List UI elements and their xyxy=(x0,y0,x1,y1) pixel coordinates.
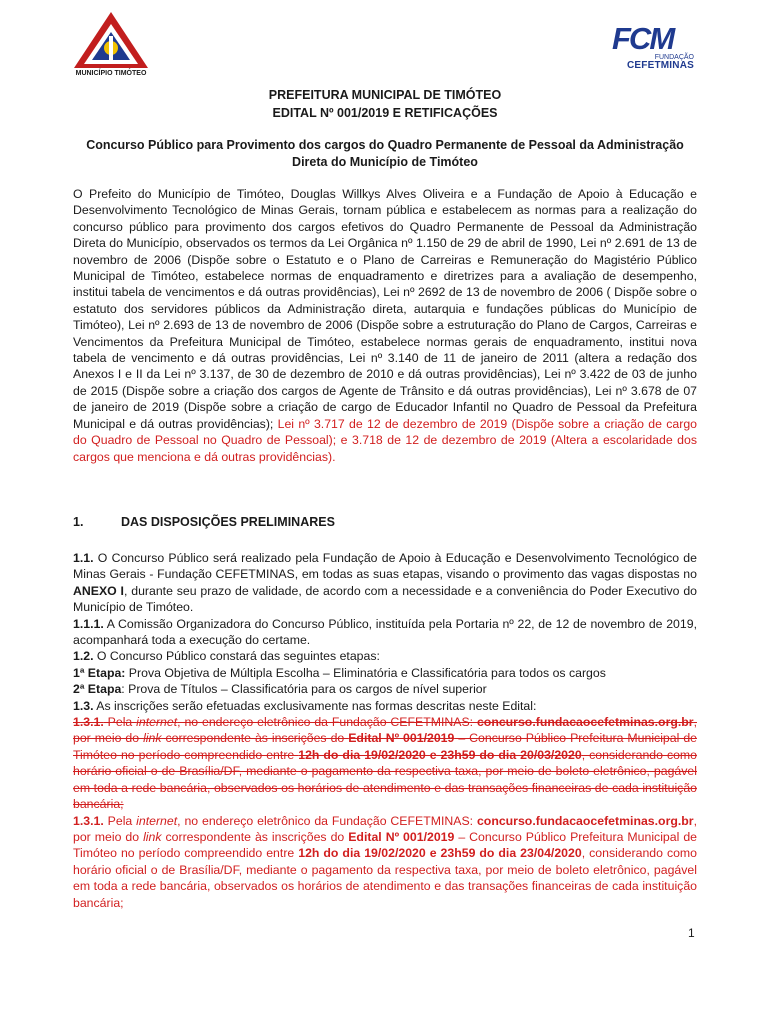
item-text: – Concurso Público Prefeitura Municipal de Timóteo no período compreendido entre xyxy=(73,731,698,762)
etapa-2 xyxy=(73,681,697,697)
paragraph-1-1 xyxy=(73,550,697,616)
paragraph-1-3-1-struck xyxy=(73,714,697,812)
document-title: PREFEITURA MUNICIPAL DE TIMÓTEO xyxy=(268,88,502,102)
intro-paragraph xyxy=(73,186,697,465)
section-title: DAS DISPOSIÇÕES PRELIMINARES xyxy=(121,515,335,529)
item-bold: Edital Nº 001/2019 xyxy=(348,829,455,844)
item-italic: internet xyxy=(136,715,178,730)
fundacao-line1: FUNDAÇÃO xyxy=(654,54,694,61)
item-text: As inscrições serão efetuadas exclusivamente nas formas descritas neste Edital: xyxy=(93,698,537,713)
paragraph-1-1-1 xyxy=(73,616,697,649)
etapa-text: : Prova de Títulos – Classificatória para os cargos de nível superior xyxy=(121,682,487,697)
etapa-label: 1ª Etapa: xyxy=(73,665,126,680)
item-text: Pela xyxy=(103,813,137,828)
item-text: A Comissão Organizadora do Concurso Público, instituída pela Portaria nº 22, de 12 de novembro de 2019, acompanhará toda a execução do certame. xyxy=(73,616,697,648)
paragraph-1-2 xyxy=(73,648,697,664)
paragraph-1-3 xyxy=(73,698,697,714)
paragraph-1-3-1-new xyxy=(73,813,697,911)
item-text: correspondente às inscrições do xyxy=(161,829,349,844)
item-text: – Concurso Público Prefeitura Municipal de Timóteo no período compreendido entre xyxy=(73,829,698,861)
fundacao-label xyxy=(627,54,694,71)
item-number: 1.3.1. xyxy=(73,813,104,828)
item-text: , considerando como horário oficial o de Brasília/DF, mediante o pagamento da respectiva taxa, por meio de boleto eletrônico, pagável em toda a rede bancária, observados os horários de atendimento e das transações financeiras de cada instituição bancária; xyxy=(73,747,698,812)
logo-caption: MUNICÍPIO TIMÓTEO xyxy=(75,70,147,77)
item-text: , considerando como horário oficial o de Brasília/DF, mediante o pagamento da respectiva taxa, por meio de boleto eletrônico, pagável em toda a rede bancária, observados os horários de atendimento e das transações financeiras de cada instituição bancária; xyxy=(73,846,698,910)
item-bold: Edital Nº 001/2019 xyxy=(348,731,455,746)
item-text: , no endereço eletrônico da Fundação CEFETMINAS: xyxy=(177,813,477,828)
item-number: 1.2. xyxy=(73,649,94,664)
item-text: , durante seu prazo de validade, de acordo com a necessidade e a conveniência do Poder Executivo do Município de Timóteo. xyxy=(73,583,697,615)
section-number: 1. xyxy=(73,515,84,529)
edital-title: EDITAL Nº 001/2019 E RETIFICAÇÕES xyxy=(272,106,498,120)
item-italic: link xyxy=(143,731,162,746)
item-number: 1.3.1. xyxy=(73,715,104,730)
etapa-text: Prova Objetiva de Múltipla Escolha – Eliminatória e Classificatória para todos os cargos xyxy=(125,665,606,680)
section-heading xyxy=(73,515,697,529)
item-bold: ANEXO I xyxy=(73,583,124,598)
coat-of-arms-icon xyxy=(68,10,154,72)
item-number: 1.3. xyxy=(73,698,94,713)
municipio-timoteo-logo xyxy=(68,10,154,80)
item-italic: internet xyxy=(136,813,178,828)
section-body xyxy=(73,550,697,911)
intro-red-text: Lei nº 3.717 de 12 de dezembro de 2019 (Dispõe sobre a criação de cargo do Quadro de Pessoal no Quadro de Pessoal); e 3.718 de 12 de dezembro de 2019 (Altera a escolaridade dos cargos que menciona e dá outras providências). xyxy=(73,416,697,464)
item-number: 1.1.1. xyxy=(73,616,104,631)
item-text: , no endereço eletrônico da Fundação CEFETMINAS: xyxy=(177,715,477,730)
fundacao-line2: CEFETMINAS xyxy=(627,60,694,71)
item-text: correspondente às inscrições do xyxy=(161,731,349,746)
page-number: 1 xyxy=(688,926,695,940)
document-subtitle xyxy=(60,137,710,171)
subtitle-line2: Direta do Município de Timóteo xyxy=(292,155,478,169)
subtitle-line1: Concurso Público para Provimento dos cargos do Quadro Permanente de Pessoal da Administração xyxy=(86,138,684,152)
item-number: 1.1. xyxy=(73,551,94,565)
item-bold: 12h do dia 19/02/2020 e 23h59 do dia 23/04/2020 xyxy=(298,846,582,861)
website-link: concurso.fundacaocefetminas.org.br xyxy=(476,813,694,828)
item-text: , por meio do xyxy=(73,813,697,844)
website-link: concurso.fundacaocefetminas.org.br xyxy=(476,715,694,730)
item-text: O Concurso Público constará das seguintes etapas: xyxy=(93,649,380,664)
fcm-brand: FCM xyxy=(612,21,674,56)
etapa-1 xyxy=(73,665,697,681)
intro-text: O Prefeito do Município de Timóteo, Douglas Willkys Alves Oliveira e a Fundação de Apoio à Educação e Desenvolvimento Tecnológico de Minas Gerais, tornam pública e estabelecem as normas para a realização do concurso público para provimento dos cargos efetivos do Quadro Permanente de Pessoal da Administração Direta do Município, observados os termos da Lei Orgânica nº 1.150 de 29 de abril de 1990, Lei nº 2.691 de 13 de novembro de 2006 (Dispõe sobre o Estatuto e o Plano de Carreiras e Remuneração do Magistério Público Municipal de Timóteo, estabelece normas de enquadramento e diretrizes para a avaliação de desempenho, institui tabela de vencimentos e dá outras providências), Lei nº 2692 de 13 de novembro de 2006 ( Dispõe sobre o estatuto dos servidores públicos da Administração direta, autarquia e fundações públicas do Município de Timóteo), Lei nº 2.693 de 13 de novembro de 2006 (Dispõe sobre a estruturação do Plano de Cargos, Carreiras e Vencimentos da Prefeitura Municipal de Timóteo, estabelece normas gerais de enquadramento, institui nova tabela de vencimento e dá outras providências, Lei nº 3.140 de 11 de janeiro de 2011 (altera a redação dos Anexos I e II da Lei nº 3.137, de 30 de dezembro de 2010 e dá outras providências), Lei nº 3.422 de 03 de junho de 2015 (Dispõe sobre a criação dos cargos de Agente de Trânsito e dá outras providências), Lei nº 3.678 de 07 de janeiro de 2019 (Dispõe sobre a criação de cargo de Educador Infantil no Quadro de Pessoal da Prefeitura Municipal e dá outras providências); xyxy=(73,187,697,431)
fcm-logo xyxy=(612,21,694,76)
item-bold: 12h do dia 19/02/2020 e 23h59 do dia 20/03/2020 xyxy=(298,747,582,762)
item-italic: link xyxy=(143,829,162,844)
item-text: O Concurso Público será realizado pela Fundação de Apoio à Educação e Desenvolvimento Tecnológico de Minas Gerais - Fundação CEFETMINAS, em todas as suas etapas, visando o provimento das vagas dispostas no xyxy=(73,551,697,582)
item-text: , por meio do xyxy=(73,715,697,746)
etapa-label: 2ª Etapa xyxy=(73,682,122,697)
item-text: Pela xyxy=(103,715,137,730)
